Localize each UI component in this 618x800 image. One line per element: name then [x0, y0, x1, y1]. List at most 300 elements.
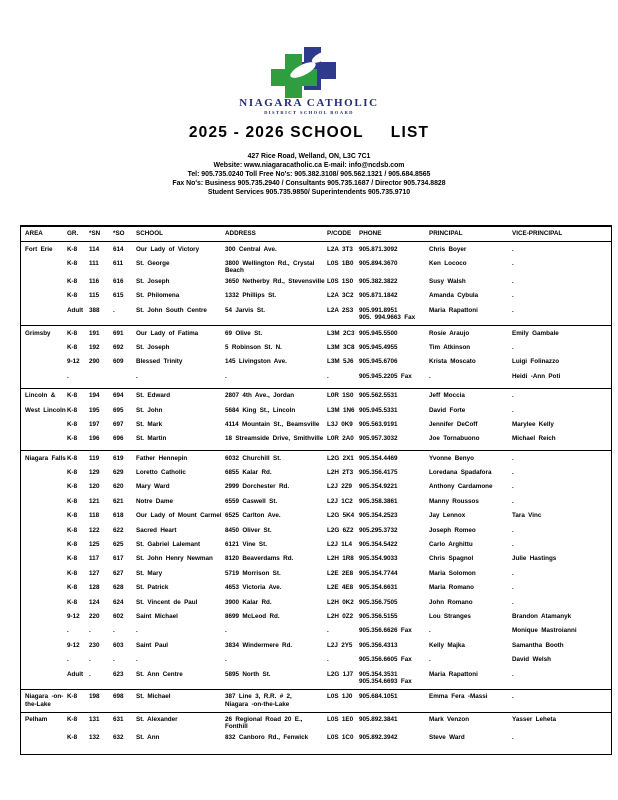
cell-vice-principal: David Welsh [512, 656, 551, 664]
cell-school: Loretto Catholic [136, 469, 186, 477]
cell-address: 4653 Victoria Ave. [225, 584, 282, 592]
cell-sn: 131 [89, 716, 100, 724]
cell-principal: Joseph Romeo [429, 526, 476, 534]
cell-sn: 118 [89, 512, 100, 520]
cell-vice-principal: . [512, 497, 514, 505]
cell-phone: 905.562.5531 [359, 392, 398, 400]
cell-address: 8699 McLeod Rd. [225, 612, 280, 620]
cell-vice-principal: . [512, 733, 514, 741]
column-header-so: *SO [113, 229, 125, 237]
cell-vice-principal: . [512, 406, 514, 414]
area-section [21, 326, 611, 389]
contact-fax: Fax No's: Business 905.735.2940 / Consultants 905.735.1687 / Director 905.734.8828 [172, 180, 446, 187]
cell-principal: Maria Rapattoni [429, 306, 478, 314]
cell-sn: 127 [89, 569, 100, 577]
cell-grade: K-8 [67, 420, 78, 428]
cell-grade: . [67, 372, 69, 380]
cell-grade: K-8 [67, 469, 78, 477]
cell-address: . [225, 627, 227, 635]
cell-principal: Ken Lococo [429, 260, 467, 268]
cell-address: 832 Canboro Rd., Fenwick [225, 733, 309, 741]
cell-principal: Kelly Majka [429, 641, 465, 649]
table-row [21, 690, 611, 708]
column-header-grade: GR. [67, 229, 79, 237]
cell-principal: Carlo Arghittu [429, 541, 473, 549]
column-header-sn: *SN [89, 229, 101, 237]
cell-area [21, 418, 67, 421]
cell-school: St. Alexander [136, 716, 178, 724]
table-row [21, 581, 611, 595]
cell-principal: Susy Walsh [429, 277, 466, 285]
cell-phone: 905.354.3531 905.354.6693 Fax [359, 670, 412, 685]
cell-area [21, 552, 67, 555]
cell-phone: 905.354.2523 [359, 512, 398, 520]
column-header-area: AREA [25, 229, 43, 237]
cell-sn: 116 [89, 277, 100, 285]
table-row [21, 275, 611, 289]
cell-so: 622 [113, 526, 124, 534]
cell-area [21, 509, 67, 512]
school-table [20, 225, 612, 755]
cell-so: 624 [113, 598, 124, 606]
table-row [21, 289, 611, 303]
cell-address: 3650 Netherby Rd., Stevensville [225, 277, 325, 285]
cell-grade: K-8 [67, 260, 78, 268]
cell-pcode: L3J 0K9 [327, 420, 353, 428]
cell-vice-principal: Luigi Folinazzo [512, 358, 560, 366]
cell-grade: K-8 [67, 343, 78, 351]
cell-so: 620 [113, 483, 124, 491]
cell-pcode: L0S 1S0 [327, 277, 354, 285]
cell-sn: 119 [89, 454, 100, 462]
cell-grade: K-8 [67, 733, 78, 741]
cell-school: St. John Henry Newman [136, 555, 213, 563]
cell-phone: 905.991.8951 905. 994.9663 Fax [359, 306, 416, 321]
cell-address: 5684 King St., Lincoln [225, 406, 296, 414]
cell-sn: 115 [89, 292, 100, 300]
cell-area [21, 538, 67, 541]
cell-so: 619 [113, 454, 124, 462]
cell-school: Mary Ward [136, 483, 170, 491]
cell-principal: Chris Boyer [429, 245, 467, 253]
cell-so: 611 [113, 260, 124, 268]
cell-phone: 905.354.9221 [359, 483, 398, 491]
table-row [21, 523, 611, 537]
cell-school: Blessed Trinity [136, 358, 183, 366]
cell-school: St. John [136, 406, 163, 414]
cell-vice-principal: . [512, 483, 514, 491]
table-row [21, 303, 611, 321]
cell-sn: . [89, 627, 91, 635]
cell-grade: K-8 [67, 512, 78, 520]
cell-sn: 124 [89, 598, 100, 606]
board-logo-icon [269, 44, 349, 100]
table-row [21, 713, 611, 731]
cell-pcode: . [327, 627, 329, 635]
cell-grade: K-8 [67, 569, 78, 577]
cell-vice-principal: . [512, 306, 514, 314]
cell-pcode: L2H 0Z2 [327, 612, 354, 620]
cell-area [21, 369, 67, 372]
cell-address: 6121 Vine St. [225, 541, 267, 549]
cell-so: 603 [113, 641, 124, 649]
cell-grade: K-8 [67, 716, 78, 724]
cell-vice-principal: . [512, 277, 514, 285]
cell-address: 4114 Mountain St., Beamsville [225, 420, 320, 428]
cell-pcode: L2E 4E8 [327, 584, 354, 592]
cell-sn: 111 [89, 260, 99, 268]
table-row [21, 566, 611, 580]
cell-phone: 905.354.7744 [359, 569, 398, 577]
cell-pcode: L0R 1S0 [327, 392, 354, 400]
cell-sn: 230 [89, 641, 100, 649]
cell-pcode: L3M 1N6 [327, 406, 355, 414]
cell-principal: Tim Atkinson [429, 343, 471, 351]
cell-principal: Manny Roussos [429, 497, 479, 505]
cell-address: 6525 Carlton Ave. [225, 512, 281, 520]
cell-school: Sacred Heart [136, 526, 177, 534]
cell-vice-principal: . [512, 541, 514, 549]
cell-phone: 905.945.5500 [359, 329, 398, 337]
cell-vice-principal: . [512, 526, 514, 534]
cell-school: . [136, 372, 138, 380]
cell-address: 26 Regional Road 20 E., Fonthill [225, 716, 303, 731]
cell-school: . [136, 627, 138, 635]
cell-area: Niagara Falls [25, 454, 66, 462]
cell-sn: . [89, 670, 91, 678]
cell-sn: 196 [89, 435, 100, 443]
column-header-school: SCHOOL [136, 229, 163, 237]
cell-pcode: L0R 2A0 [327, 435, 354, 443]
cell-pcode: L2J 2Z9 [327, 483, 353, 491]
table-row [21, 731, 611, 745]
cell-area [21, 731, 67, 734]
cell-principal: . [429, 656, 431, 664]
cell-area [21, 624, 67, 627]
cell-area: Grimsby [25, 329, 51, 337]
cell-so: 614 [113, 245, 124, 253]
cell-school: Father Hennepin [136, 454, 188, 462]
table-row [21, 638, 611, 652]
cell-grade: K-8 [67, 526, 78, 534]
cell-school: St. Vincent de Paul [136, 598, 198, 606]
cell-vice-principal: . [512, 569, 514, 577]
cell-sn: 192 [89, 343, 100, 351]
cell-sn: 120 [89, 483, 100, 491]
cell-pcode: L2E 2E8 [327, 569, 354, 577]
area-section [21, 690, 611, 713]
column-header-vice-principal: VICE-PRINCIPAL [512, 229, 563, 237]
cell-phone: 905.295.3732 [359, 526, 398, 534]
cell-school: St. Michael [136, 693, 171, 701]
table-row [21, 667, 611, 685]
cell-vice-principal: . [512, 598, 514, 606]
cell-area [21, 581, 67, 584]
cell-school: St. Martin [136, 435, 167, 443]
cell-address: 8120 Beaverdams Rd. [225, 555, 294, 563]
contact-telephone: Tel: 905.735.0240 Toll Free No's: 905.382.3108/ 905.562.1321 / 905.684.8565 [187, 171, 431, 178]
cell-address: 6855 Kalar Rd. [225, 469, 272, 477]
cell-area [21, 355, 67, 358]
cell-vice-principal: Michael Reich [512, 435, 556, 443]
cell-principal: Jeff Moccia [429, 392, 465, 400]
cell-area [21, 494, 67, 497]
cell-sn: 194 [89, 392, 100, 400]
cell-area [21, 523, 67, 526]
cell-phone: 905.356.4313 [359, 641, 398, 649]
cell-area [21, 341, 67, 344]
cell-pcode: L3M 2C3 [327, 329, 355, 337]
cell-phone: 905.354.9033 [359, 555, 398, 563]
cell-area [21, 275, 67, 278]
table-row [21, 509, 611, 523]
cell-grade: K-8 [67, 584, 78, 592]
cell-pcode: L2G 6Z2 [327, 526, 354, 534]
cell-sn: 388 [89, 306, 100, 314]
cell-grade: K-8 [67, 406, 78, 414]
cell-grade: K-8 [67, 292, 78, 300]
cell-grade: . [67, 627, 69, 635]
table-row [21, 610, 611, 624]
cell-area: Lincoln & [25, 392, 56, 400]
area-section [21, 713, 611, 754]
cell-pcode: L2G 2X1 [327, 454, 354, 462]
cell-vice-principal: . [512, 454, 514, 462]
cell-school: Saint Michael [136, 612, 178, 620]
table-row [21, 369, 611, 383]
cell-phone: 905.892.3942 [359, 733, 398, 741]
cell-address: 2999 Dorchester Rd. [225, 483, 290, 491]
cell-pcode: L2H 1R8 [327, 555, 354, 563]
cell-pcode: L0S 1E0 [327, 716, 354, 724]
table-row [21, 494, 611, 508]
cell-phone: 905.356.6605 Fax [359, 656, 412, 664]
cell-phone: 905.354.6631 [359, 584, 398, 592]
cell-pcode: L0S 1B0 [327, 260, 354, 268]
cell-principal: Anthony Cardamone [429, 483, 493, 491]
cell-principal: Chris Spagnol [429, 555, 474, 563]
cell-so: 618 [113, 512, 124, 520]
cell-grade: K-8 [67, 555, 78, 563]
cell-vice-principal: . [512, 260, 514, 268]
cell-phone: 905.563.9191 [359, 420, 398, 428]
cell-vice-principal: Julie Hastings [512, 555, 557, 563]
table-row [21, 653, 611, 667]
table-header-row [21, 227, 611, 242]
cell-so: 697 [113, 420, 124, 428]
cell-address: 5895 North St. [225, 670, 271, 678]
cell-grade: K-8 [67, 483, 78, 491]
cell-so: 695 [113, 406, 124, 414]
cell-address: 69 Olive St. [225, 329, 263, 337]
table-row [21, 538, 611, 552]
cell-address: . [225, 372, 227, 380]
cell-pcode: L2A 3C2 [327, 292, 354, 300]
cell-grade: K-8 [67, 245, 78, 253]
cell-grade: K-8 [67, 392, 78, 400]
cell-grade: K-8 [67, 277, 78, 285]
column-header-principal: PRINCIPAL [429, 229, 463, 237]
cell-pcode: L0S 1C0 [327, 733, 354, 741]
cell-phone: 905.871.3092 [359, 245, 398, 253]
cell-sn: 129 [89, 469, 100, 477]
cell-sn: 125 [89, 541, 100, 549]
cell-sn: . [89, 656, 91, 664]
cell-so: 694 [113, 392, 124, 400]
cell-school: St. Mary [136, 569, 163, 577]
cell-address: 300 Central Ave. [225, 245, 277, 253]
cell-sn: 132 [89, 733, 100, 741]
table-row [21, 451, 611, 465]
cell-sn: 122 [89, 526, 100, 534]
cell-area [21, 466, 67, 469]
cell-phone: 905.684.1051 [359, 693, 398, 701]
cell-area [21, 432, 67, 435]
cell-sn: 195 [89, 406, 100, 414]
cell-grade: Adult [67, 306, 84, 314]
cell-vice-principal: . [512, 292, 514, 300]
cell-phone: 905.945.2205 Fax [359, 372, 412, 380]
cell-principal: Yvonne Benyo [429, 454, 474, 462]
cell-grade: K-8 [67, 693, 78, 701]
cell-school: St. Patrick [136, 584, 169, 592]
cell-principal: Amanda Cybula [429, 292, 479, 300]
cell-so: 629 [113, 469, 124, 477]
cell-so: 632 [113, 733, 124, 741]
cell-address: 1332 Phillips St. [225, 292, 277, 300]
cell-address: . [225, 656, 227, 664]
cell-school: St. Mark [136, 420, 163, 428]
cell-school: St. George [136, 260, 170, 268]
cell-school: Saint Paul [136, 641, 169, 649]
cell-pcode: . [327, 656, 329, 664]
cell-sn: 220 [89, 612, 100, 620]
table-row [21, 257, 611, 275]
cell-so: 623 [113, 670, 124, 678]
cell-phone: 905.945.5331 [359, 406, 398, 414]
cell-so: 621 [113, 497, 124, 505]
cell-address: 5719 Morrison St. [225, 569, 281, 577]
table-row [21, 466, 611, 480]
table-row [21, 480, 611, 494]
cell-pcode: L2J 1C2 [327, 497, 353, 505]
contact-address: 427 Rice Road, Welland, ON, L3C 7C1 [247, 153, 371, 160]
table-row [21, 595, 611, 609]
cell-grade: 9-12 [67, 641, 80, 649]
cell-grade: K-8 [67, 541, 78, 549]
cell-phone: 905.354.4469 [359, 454, 398, 462]
cell-grade: K-8 [67, 329, 78, 337]
cell-phone: 905.871.1842 [359, 292, 398, 300]
cell-pcode: L2G 5K4 [327, 512, 355, 520]
cell-sn: 128 [89, 584, 100, 592]
cell-phone: 905.356.7505 [359, 598, 398, 606]
board-subtitle: DISTRICT SCHOOL BOARD [264, 110, 354, 115]
cell-grade: 9-12 [67, 612, 80, 620]
table-row [21, 552, 611, 566]
cell-phone: 905.894.3670 [359, 260, 398, 268]
cell-area [21, 289, 67, 292]
cell-school: St. Ann [136, 733, 160, 741]
column-header-address: ADDRESS [225, 229, 256, 237]
cell-vice-principal: Tara Vinc [512, 512, 542, 520]
board-name: NIAGARA CATHOLIC [239, 97, 379, 109]
table-row [21, 403, 611, 417]
cell-school: St. Ann Centre [136, 670, 183, 678]
cell-pcode: L2A 3T3 [327, 245, 353, 253]
cell-school: St. Joseph [136, 277, 170, 285]
cell-area: Pelham [25, 716, 48, 724]
cell-so: 628 [113, 584, 124, 592]
cell-address: 6559 Caswell St. [225, 497, 278, 505]
table-row [21, 341, 611, 355]
cell-principal: Mark Venzon [429, 716, 470, 724]
cell-grade: K-8 [67, 497, 78, 505]
column-header-pcode: P/CODE [327, 229, 352, 237]
contact-website: Website: www.niagaracatholic.ca E-mail: info@ncdsb.com [213, 162, 405, 169]
cell-principal: Jennifer DeCoff [429, 420, 478, 428]
cell-grade: Adult [67, 670, 84, 678]
cell-so: 616 [113, 277, 124, 285]
cell-pcode: L2H 0K2 [327, 598, 354, 606]
cell-phone: 905.382.3822 [359, 277, 398, 285]
table-row [21, 389, 611, 403]
cell-school: Our Lady of Victory [136, 245, 200, 253]
cell-sn: 197 [89, 420, 100, 428]
cell-school: St. Gabriel Lalemant [136, 541, 201, 549]
cell-vice-principal: . [512, 584, 514, 592]
cell-vice-principal: . [512, 343, 514, 351]
area-section [21, 451, 611, 690]
cell-sn: 290 [89, 358, 100, 366]
cell-area [21, 653, 67, 656]
cell-phone: 905.358.3861 [359, 497, 398, 505]
cell-so: 692 [113, 343, 124, 351]
cell-principal: Maria Romano [429, 584, 474, 592]
cell-address: 3800 Wellington Rd., Crystal Beach [225, 260, 315, 275]
cell-phone: 905.356.6626 Fax [359, 627, 412, 635]
cell-principal: . [429, 372, 431, 380]
cell-so [113, 369, 136, 372]
cell-vice-principal: Marylee Kelly [512, 420, 554, 428]
cell-area [21, 595, 67, 598]
cell-pcode: L2H 2T3 [327, 469, 354, 477]
cell-vice-principal: Monique Mastroianni [512, 627, 577, 635]
cell-grade: K-8 [67, 598, 78, 606]
cell-so: 627 [113, 569, 124, 577]
cell-phone: 905.945.4955 [359, 343, 398, 351]
cell-phone: 905.945.6706 [359, 358, 398, 366]
area-section [21, 242, 611, 326]
cell-grade: K-8 [67, 435, 78, 443]
cell-so: 615 [113, 292, 124, 300]
cell-principal: David Forte [429, 406, 466, 414]
cell-school: St. John South Centre [136, 306, 207, 314]
cell-address: 18 Streamside Drive, Smithville [225, 435, 324, 443]
cell-grade: 9-12 [67, 358, 80, 366]
cell-vice-principal: . [512, 469, 514, 477]
cell-principal: John Romano [429, 598, 473, 606]
cell-vice-principal: . [512, 693, 514, 701]
table-row [21, 355, 611, 369]
cell-area: Niagara -on- the-Lake [25, 693, 64, 708]
cell-vice-principal: Yasser Leheta [512, 716, 556, 724]
cell-so: . [113, 656, 115, 664]
cell-school: Our Lady of Fatima [136, 329, 199, 337]
contact-block [0, 152, 618, 197]
cell-area: Fort Erie [25, 245, 53, 253]
page-title-years: 2025 - 2026 SCHOOL [188, 124, 364, 141]
